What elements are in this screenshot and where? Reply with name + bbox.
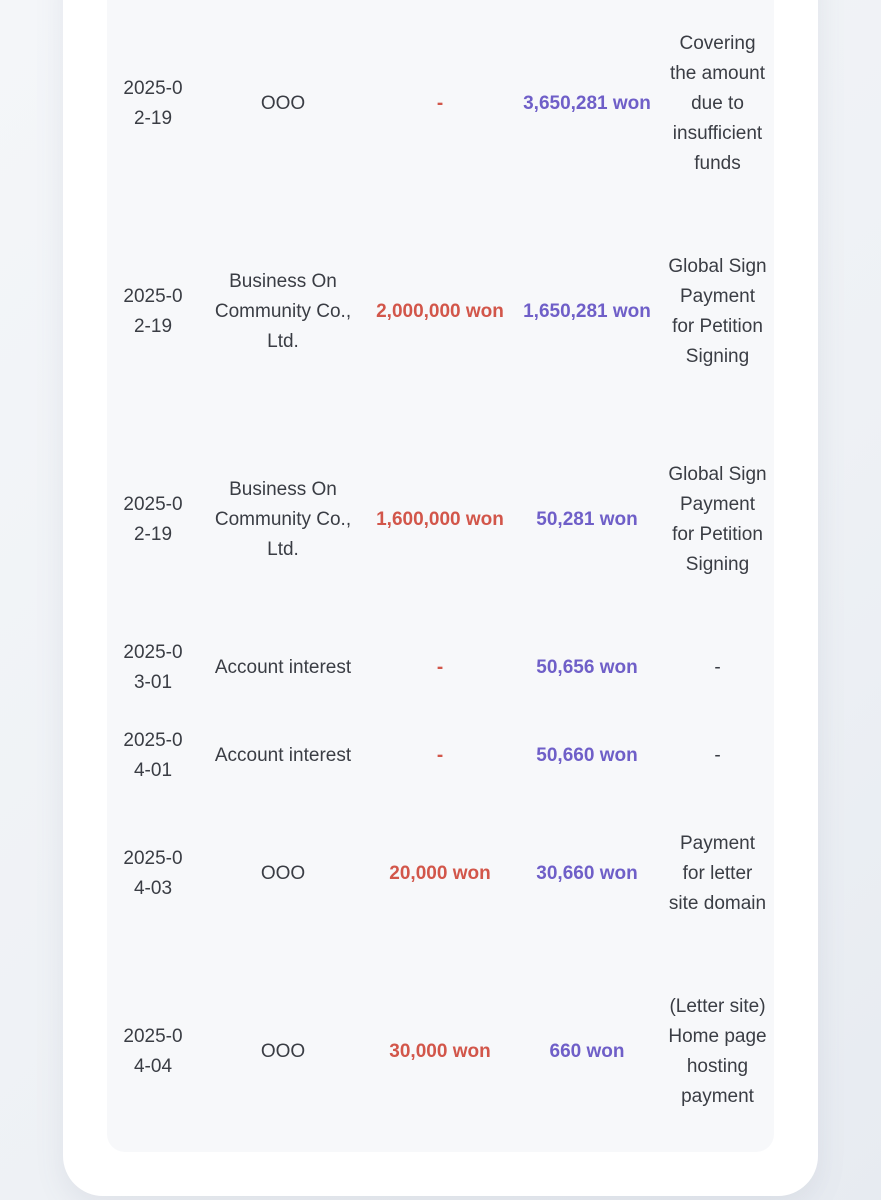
date-cell: 2025-02-19 — [123, 494, 183, 545]
withdrawal-cell: - — [436, 657, 444, 678]
balance-cell: 50,281 won — [536, 509, 638, 530]
transaction-table-card — [107, 0, 774, 1152]
memo-cell: Payment for letter site domain — [668, 833, 767, 914]
memo-cell: Global Sign Payment for Petition Signing — [668, 464, 767, 575]
withdrawal-cell: - — [436, 745, 444, 766]
withdrawal-cell: 30,000 won — [389, 1041, 491, 1062]
memo-cell: - — [714, 657, 721, 678]
table-row — [107, 416, 774, 624]
date-cell: 2025-03-01 — [123, 642, 183, 693]
counterparty-cell: OOO — [260, 863, 306, 884]
date-cell: 2025-04-03 — [123, 848, 183, 899]
balance-cell: 1,650,281 won — [523, 301, 651, 322]
memo-cell: Global Sign Payment for Petition Signing — [668, 256, 767, 367]
table-row — [107, 0, 774, 208]
table-row — [107, 712, 774, 800]
counterparty-cell: Business On Community Co., Ltd. — [214, 271, 352, 352]
date-cell: 2025-02-19 — [123, 78, 183, 129]
transaction-table — [107, 0, 774, 1152]
balance-cell: 30,660 won — [536, 863, 638, 884]
memo-cell: (Letter site) Home page hosting payment — [668, 996, 767, 1107]
table-row — [107, 624, 774, 712]
withdrawal-cell: 1,600,000 won — [376, 509, 504, 530]
withdrawal-cell: 20,000 won — [389, 863, 491, 884]
counterparty-cell: Account interest — [214, 657, 352, 678]
table-row — [107, 948, 774, 1152]
balance-cell: 660 won — [549, 1041, 625, 1062]
table-row — [107, 800, 774, 948]
date-cell: 2025-04-01 — [123, 730, 183, 781]
balance-cell: 50,656 won — [536, 657, 638, 678]
withdrawal-cell: - — [436, 93, 444, 114]
counterparty-cell: Account interest — [214, 745, 352, 766]
table-row — [107, 208, 774, 416]
balance-cell: 50,660 won — [536, 745, 638, 766]
memo-cell: - — [714, 745, 721, 766]
counterparty-cell: OOO — [260, 1041, 306, 1062]
withdrawal-cell: 2,000,000 won — [376, 301, 504, 322]
date-cell: 2025-04-04 — [123, 1026, 183, 1077]
counterparty-cell: OOO — [260, 93, 306, 114]
memo-cell: Covering the amount due to insufficient funds — [669, 33, 766, 174]
balance-cell: 3,650,281 won — [523, 93, 651, 114]
counterparty-cell: Business On Community Co., Ltd. — [214, 479, 352, 560]
date-cell: 2025-02-19 — [123, 286, 183, 337]
